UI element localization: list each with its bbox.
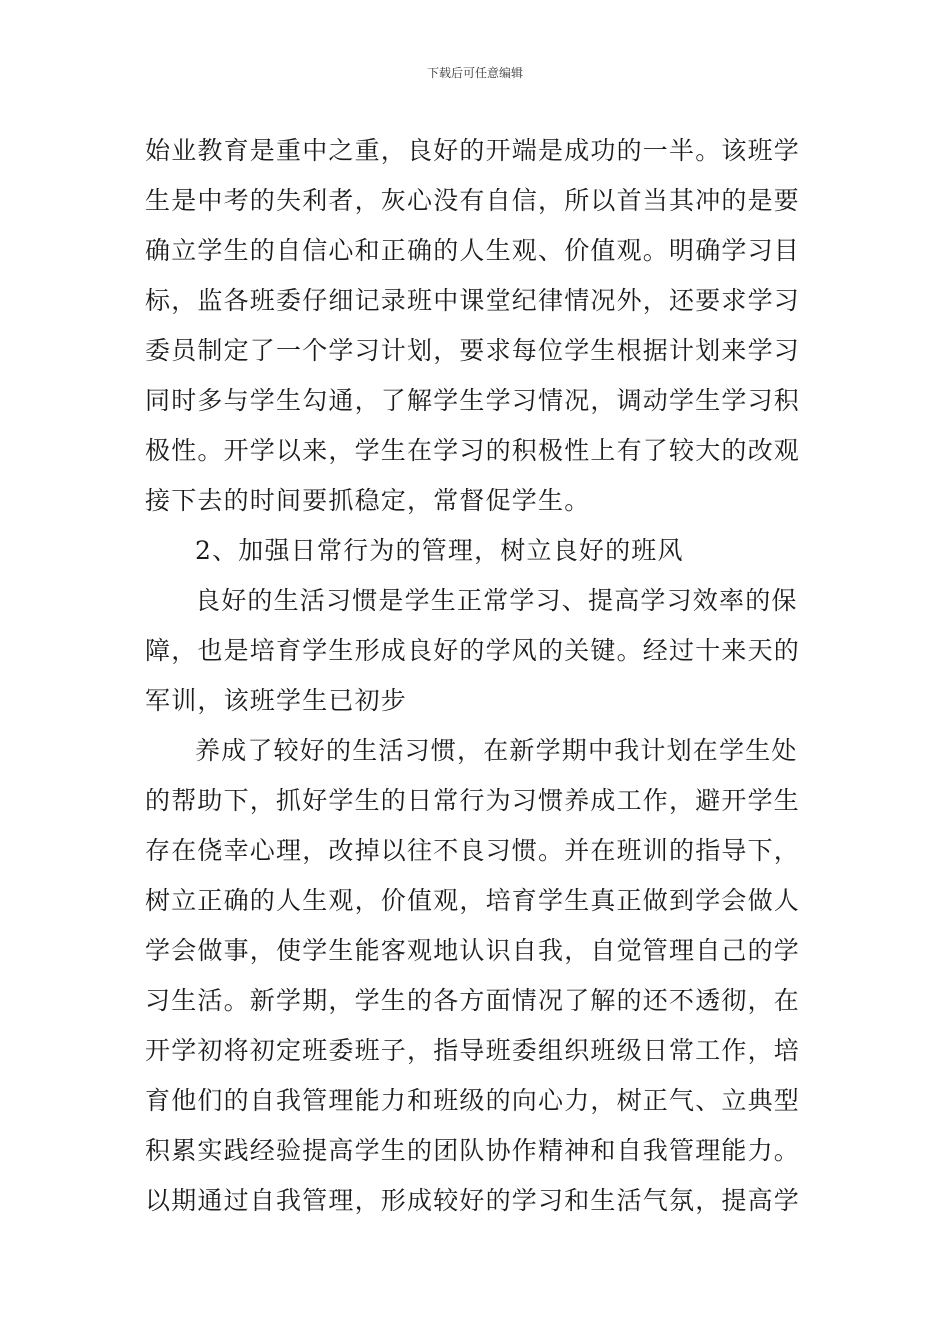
- text-line: 确立学生的自信心和正确的人生观、价值观。明确学习目: [145, 236, 801, 265]
- text-line: 极性。开学以来，学生在学习的积极性上有了较大的改观: [145, 436, 801, 465]
- text-line: 始业教育是重中之重，良好的开端是成功的一半。该班学: [145, 136, 801, 165]
- section-heading: 2、加强日常行为的管理，树立良好的班风: [195, 536, 684, 565]
- text-line: 生是中考的失利者，灰心没有自信，所以首当其冲的是要: [145, 186, 801, 215]
- text-line: 习生活。新学期，学生的各方面情况了解的还不透彻，在: [145, 986, 801, 1015]
- text-line: 以期通过自我管理，形成较好的学习和生活气氛，提高学: [145, 1186, 801, 1215]
- text-line: 同时多与学生勾通，了解学生学习情况，调动学生学习积: [145, 386, 801, 415]
- text-line: 育他们的自我管理能力和班级的向心力，树正气、立典型: [145, 1086, 801, 1115]
- text-line: 标，监各班委仔细记录班中课堂纪律情况外，还要求学习: [145, 286, 801, 315]
- text-line: 养成了较好的生活习惯，在新学期中我计划在学生处: [195, 736, 798, 765]
- document-body: [145, 126, 810, 1226]
- text-line: 良好的生活习惯是学生正常学习、提高学习效率的保: [195, 586, 798, 615]
- page-header: 下载后可任意编辑: [426, 66, 523, 80]
- text-line: 军训，该班学生已初步: [145, 686, 408, 715]
- text-line: 接下去的时间要抓稳定，常督促学生。: [145, 486, 591, 515]
- text-line: 积累实践经验提高学生的团队协作精神和自我管理能力。: [145, 1136, 801, 1165]
- text-line: 树立正确的人生观，价值观，培育学生真正做到学会做人: [145, 886, 801, 915]
- text-line: 的帮助下，抓好学生的日常行为习惯养成工作，避开学生: [145, 786, 801, 815]
- text-line: 开学初将初定班委班子，指导班委组织班级日常工作，培: [145, 1036, 801, 1065]
- text-line: 障，也是培育学生形成良好的学风的关键。经过十来天的: [145, 636, 801, 665]
- text-line: 委员制定了一个学习计划，要求每位学生根据计划来学习: [145, 336, 801, 365]
- text-line: 学会做事，使学生能客观地认识自我，自觉管理自己的学: [145, 936, 801, 965]
- text-line: 存在侥幸心理，改掉以往不良习惯。并在班训的指导下，: [145, 836, 801, 865]
